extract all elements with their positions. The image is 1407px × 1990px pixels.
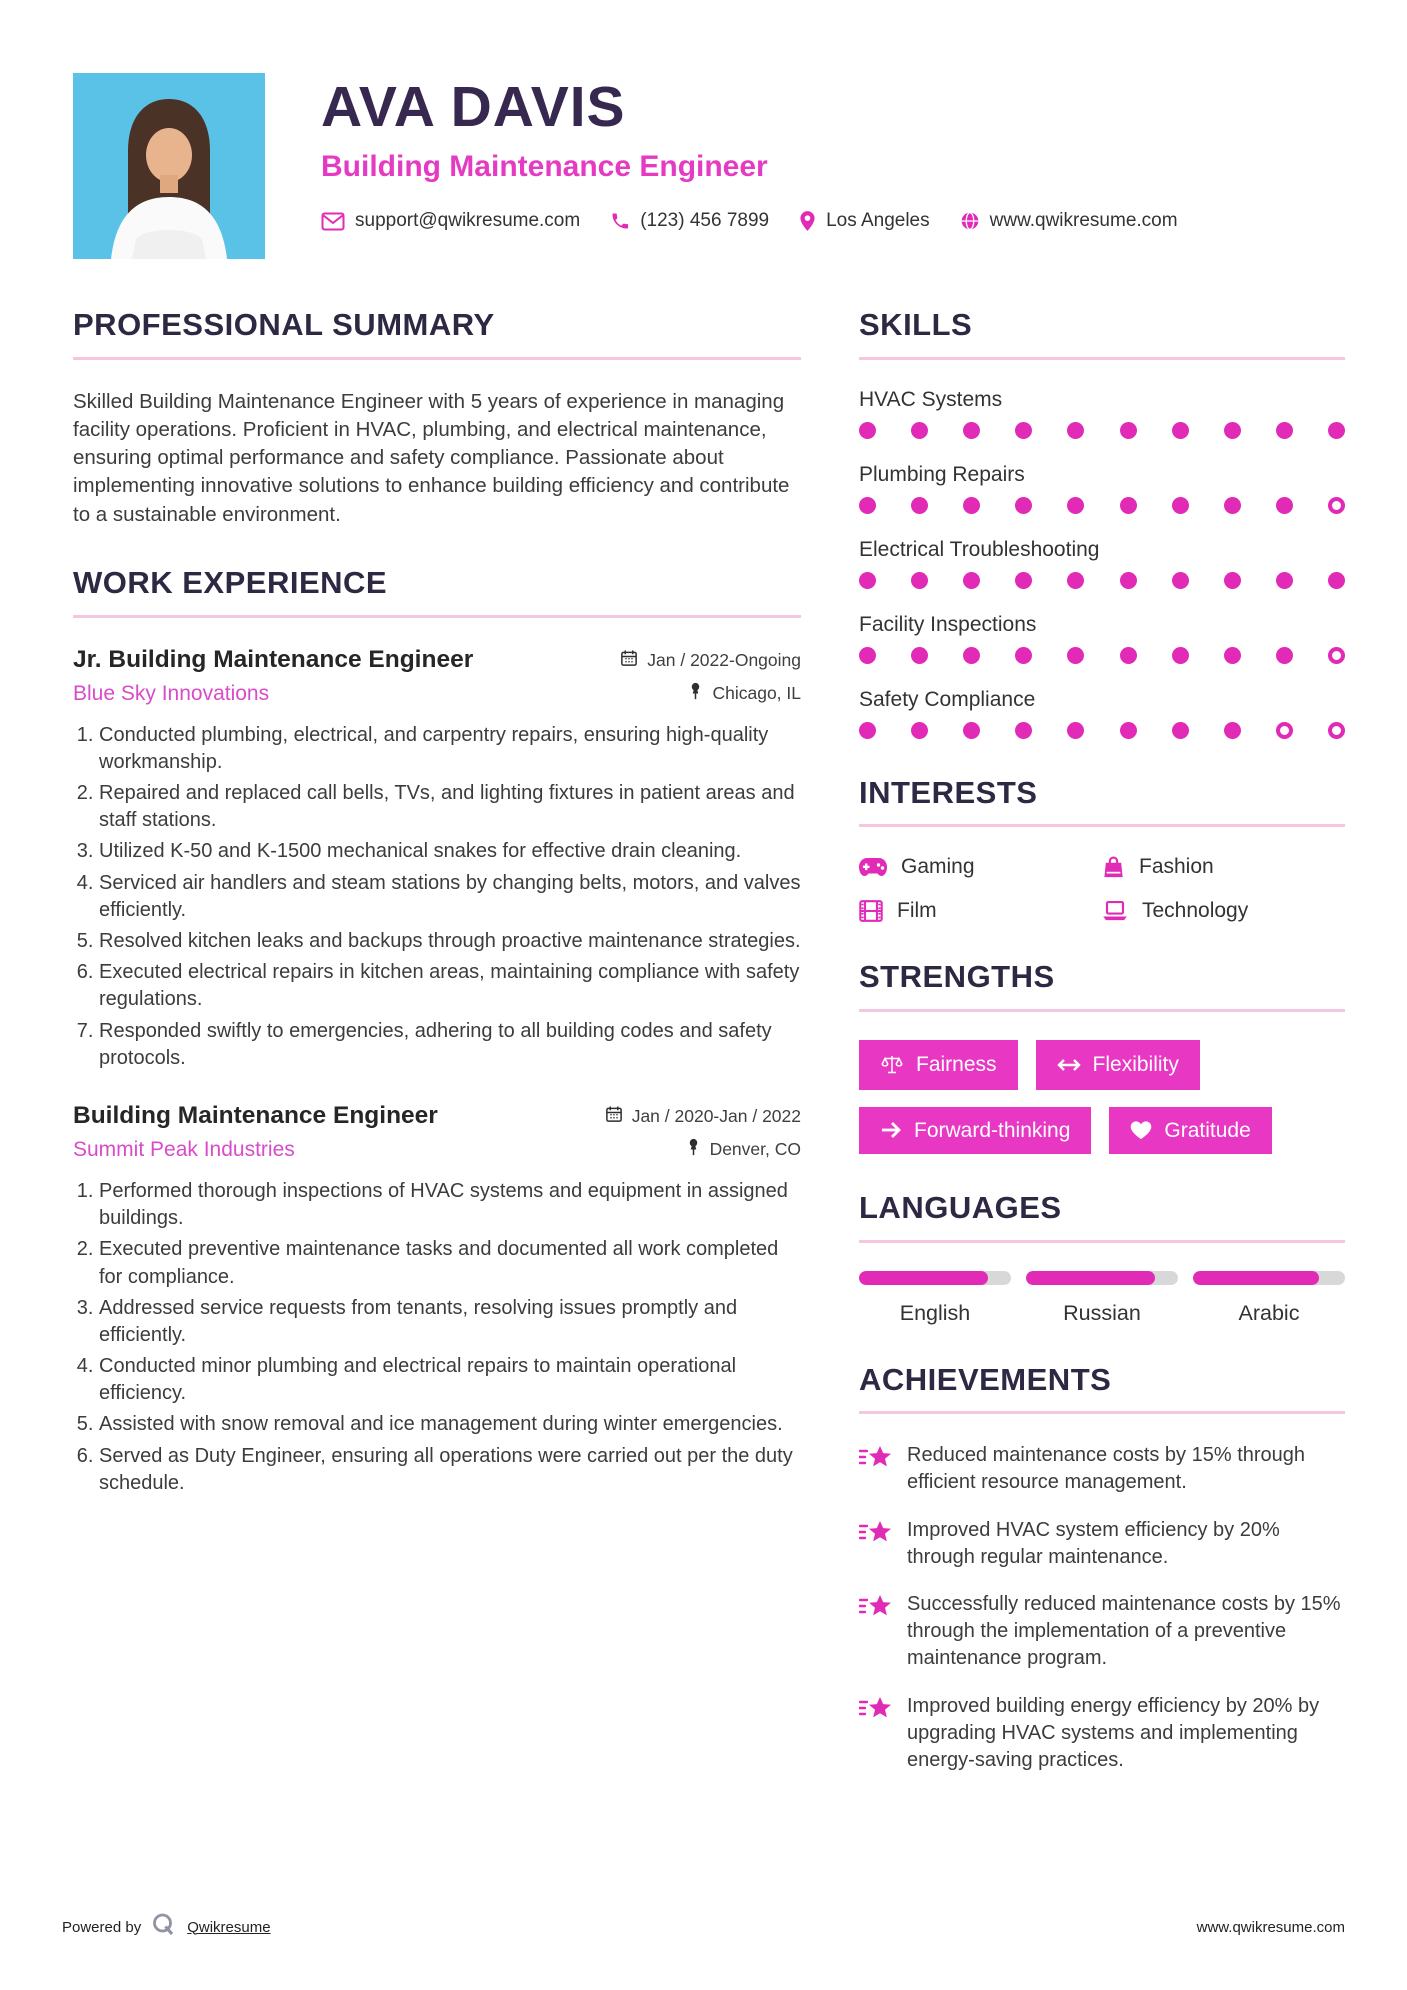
skill-dot bbox=[1172, 647, 1189, 664]
strength-badge-flexibility bbox=[1036, 1040, 1200, 1090]
strength-badge-fairness bbox=[859, 1040, 1018, 1090]
footer-branding bbox=[62, 1912, 271, 1942]
skill-dot bbox=[963, 647, 980, 664]
skill-dot bbox=[859, 422, 876, 439]
contact-website bbox=[960, 210, 1178, 232]
skill-dot bbox=[1276, 722, 1293, 739]
skill-dot bbox=[911, 647, 928, 664]
language-progress-fill bbox=[1026, 1271, 1155, 1285]
skill-dot bbox=[859, 497, 876, 514]
interest-label: Technology bbox=[1142, 899, 1249, 923]
skill-level-dots bbox=[859, 422, 1345, 439]
job-bullet: 4. Conducted minor plumbing and electrical repairs to maintain operational efficiency. bbox=[99, 1353, 801, 1407]
skill-dot bbox=[1015, 497, 1032, 514]
calendar-icon bbox=[620, 649, 638, 672]
skill-dot bbox=[1172, 497, 1189, 514]
left-right-arrow-icon bbox=[1057, 1057, 1081, 1073]
job-bullet-list bbox=[73, 1178, 801, 1497]
profile-photo bbox=[73, 73, 265, 259]
contact-location-text: Los Angeles bbox=[826, 210, 930, 231]
skill-item bbox=[859, 388, 1345, 439]
skill-dot bbox=[911, 572, 928, 589]
header-info bbox=[321, 73, 1194, 259]
skill-dot bbox=[859, 722, 876, 739]
gamepad-icon bbox=[859, 858, 887, 876]
skill-dot bbox=[1224, 497, 1241, 514]
language-item bbox=[1193, 1271, 1345, 1326]
skill-name: Safety Compliance bbox=[859, 687, 1036, 711]
languages-heading: LANGUAGES bbox=[859, 1189, 1062, 1225]
skill-dot bbox=[1276, 647, 1293, 664]
skill-dot bbox=[963, 572, 980, 589]
right-arrow-icon bbox=[880, 1121, 902, 1139]
skill-dot bbox=[1120, 497, 1137, 514]
section-rule bbox=[859, 1240, 1345, 1243]
candidate-name: AVA DAVIS bbox=[321, 75, 626, 139]
skill-dot bbox=[859, 572, 876, 589]
job-location bbox=[686, 1138, 801, 1161]
section-rule bbox=[73, 357, 801, 360]
interest-item bbox=[859, 899, 1102, 923]
contact-phone bbox=[610, 210, 769, 232]
skill-dot bbox=[1276, 422, 1293, 439]
skill-name: Electrical Troubleshooting bbox=[859, 537, 1100, 561]
pushpin-icon bbox=[688, 682, 703, 705]
languages-section bbox=[859, 1190, 1345, 1326]
skill-level-dots bbox=[859, 647, 1345, 664]
job-bullet: 3. Utilized K-50 and K-1500 mechanical snakes for effective drain cleaning. bbox=[99, 838, 801, 865]
location-pin-icon bbox=[799, 210, 816, 232]
section-rule bbox=[73, 615, 801, 618]
contact-row bbox=[321, 210, 1194, 232]
right-column bbox=[859, 307, 1345, 1810]
experience-heading: WORK EXPERIENCE bbox=[73, 565, 388, 601]
qwikresume-link[interactable]: Qwikresume bbox=[187, 1918, 271, 1936]
skill-name: Plumbing Repairs bbox=[859, 462, 1025, 486]
achievement-text: Successfully reduced maintenance costs by 15% through the implementation of a preventive maintenance program. bbox=[907, 1592, 1341, 1670]
skill-dot bbox=[1015, 572, 1032, 589]
job-bullet: 2. Executed preventive maintenance tasks and documented all work completed for compliance. bbox=[99, 1236, 801, 1290]
interests-heading: INTERESTS bbox=[859, 774, 1038, 810]
contact-email bbox=[321, 210, 580, 232]
skill-dot bbox=[1015, 647, 1032, 664]
skill-dot bbox=[1120, 647, 1137, 664]
body-columns bbox=[0, 307, 1407, 1810]
skill-level-dots bbox=[859, 572, 1345, 589]
skill-item bbox=[859, 688, 1345, 739]
skill-dot bbox=[1328, 497, 1345, 514]
skill-dot bbox=[1067, 572, 1084, 589]
phone-icon bbox=[610, 211, 630, 231]
skill-dot bbox=[1172, 422, 1189, 439]
summary-text: Skilled Building Maintenance Engineer with 5 years of experience in managing facility operations. Proficient in HVAC, plumbing, and electrical maintenance, ensuring optimal performance and safety compliance. Passionate about implementing innovative solutions to enhance building efficiency and contribute to a sustainable environment. bbox=[73, 389, 790, 526]
language-name: Arabic bbox=[1238, 1300, 1300, 1325]
skill-item bbox=[859, 613, 1345, 664]
strength-label: Forward-thinking bbox=[914, 1118, 1071, 1142]
qwikresume-logo-icon bbox=[151, 1912, 177, 1942]
calendar-icon bbox=[605, 1105, 623, 1128]
skill-level-dots bbox=[859, 722, 1345, 739]
globe-icon bbox=[960, 211, 980, 231]
shooting-star-icon bbox=[859, 1442, 893, 1496]
contact-website-text: www.qwikresume.com bbox=[989, 210, 1178, 231]
language-name: Russian bbox=[1063, 1300, 1141, 1325]
strength-label: Gratitude bbox=[1164, 1118, 1251, 1142]
section-rule bbox=[859, 357, 1345, 360]
skill-dot bbox=[1328, 647, 1345, 664]
interests-grid bbox=[859, 855, 1345, 923]
achievements-section bbox=[859, 1362, 1345, 1775]
job-title: Jr. Building Maintenance Engineer bbox=[73, 645, 474, 673]
shooting-star-icon bbox=[859, 1517, 893, 1571]
interest-item bbox=[859, 855, 1102, 879]
skill-dot bbox=[1328, 722, 1345, 739]
skill-dot bbox=[1276, 572, 1293, 589]
skill-dot bbox=[1276, 497, 1293, 514]
job-bullet: 5. Assisted with snow removal and ice management during winter emergencies. bbox=[99, 1411, 801, 1438]
languages-list bbox=[859, 1271, 1345, 1326]
skill-dot bbox=[963, 722, 980, 739]
achievement-item bbox=[859, 1693, 1345, 1775]
skill-dot bbox=[1224, 647, 1241, 664]
skill-dot bbox=[1328, 422, 1345, 439]
job-entry bbox=[73, 646, 801, 1072]
job-bullet: 5. Resolved kitchen leaks and backups through proactive maintenance strategies. bbox=[99, 928, 801, 955]
skill-dot bbox=[911, 497, 928, 514]
job-bullet: 4. Serviced air handlers and steam stations by changing belts, motors, and valves efficiently. bbox=[99, 870, 801, 924]
contact-location bbox=[799, 210, 930, 232]
language-item bbox=[859, 1271, 1011, 1326]
skill-dot bbox=[1067, 497, 1084, 514]
footer bbox=[62, 1912, 1345, 1942]
achievement-item bbox=[859, 1591, 1345, 1673]
job-dates bbox=[620, 649, 801, 672]
interests-section bbox=[859, 775, 1345, 924]
skill-dot bbox=[1120, 422, 1137, 439]
skill-dot bbox=[1120, 572, 1137, 589]
powered-by-label: Powered by bbox=[62, 1918, 142, 1936]
skill-dot bbox=[859, 647, 876, 664]
skill-dot bbox=[911, 422, 928, 439]
skill-dot bbox=[1328, 572, 1345, 589]
job-company: Blue Sky Innovations bbox=[73, 681, 270, 705]
language-progress-track bbox=[859, 1271, 1011, 1285]
job-bullet: 1. Performed thorough inspections of HVAC systems and equipment in assigned buildings. bbox=[99, 1178, 801, 1232]
skill-dot bbox=[1120, 722, 1137, 739]
achievement-text: Improved building energy efficiency by 20% by upgrading HVAC systems and implementing energy-saving practices. bbox=[907, 1694, 1320, 1771]
job-entry bbox=[73, 1102, 801, 1497]
skill-dot bbox=[1067, 647, 1084, 664]
language-item bbox=[1026, 1271, 1178, 1326]
strengths-row bbox=[859, 1040, 1345, 1090]
skill-dot bbox=[1172, 722, 1189, 739]
pushpin-icon bbox=[686, 1138, 701, 1161]
job-bullet: 3. Addressed service requests from tenants, resolving issues promptly and efficiently. bbox=[99, 1295, 801, 1349]
language-progress-track bbox=[1193, 1271, 1345, 1285]
summary-section bbox=[73, 307, 801, 529]
skill-dot bbox=[1015, 422, 1032, 439]
shooting-star-icon bbox=[859, 1591, 893, 1673]
achievement-item bbox=[859, 1517, 1345, 1571]
heart-icon bbox=[1130, 1120, 1152, 1140]
strength-label: Fairness bbox=[916, 1053, 997, 1077]
skills-heading: SKILLS bbox=[859, 307, 973, 342]
shooting-star-icon bbox=[859, 1693, 893, 1775]
skill-dot bbox=[1224, 722, 1241, 739]
strengths-heading: STRENGTHS bbox=[859, 959, 1055, 995]
balance-scale-icon bbox=[880, 1053, 904, 1077]
skill-dot bbox=[1067, 722, 1084, 739]
strength-label: Flexibility bbox=[1092, 1053, 1179, 1077]
footer-website: www.qwikresume.com bbox=[1196, 1918, 1345, 1936]
job-dates-text: Jan / 2022-Ongoing bbox=[647, 649, 801, 670]
skill-item bbox=[859, 538, 1345, 589]
film-icon bbox=[859, 900, 883, 922]
language-progress-fill bbox=[859, 1271, 988, 1285]
language-name: English bbox=[899, 1300, 971, 1325]
skill-level-dots bbox=[859, 497, 1345, 514]
section-rule bbox=[859, 824, 1345, 827]
shopping-bag-icon bbox=[1102, 855, 1125, 879]
skill-name: HVAC Systems bbox=[859, 387, 1003, 411]
contact-phone-text: (123) 456 7899 bbox=[640, 210, 770, 231]
summary-heading: PROFESSIONAL SUMMARY bbox=[73, 307, 495, 342]
achievement-text: Improved HVAC system efficiency by 20% through regular maintenance. bbox=[907, 1518, 1280, 1568]
section-rule bbox=[859, 1411, 1345, 1414]
job-location-text: Chicago, IL bbox=[712, 682, 801, 703]
strength-badge-forward-thinking bbox=[859, 1107, 1091, 1154]
skill-dot bbox=[1224, 572, 1241, 589]
skill-dot bbox=[963, 497, 980, 514]
skills-section bbox=[859, 307, 1345, 739]
candidate-title: Building Maintenance Engineer bbox=[321, 150, 768, 183]
skill-name: Facility Inspections bbox=[859, 612, 1037, 636]
job-bullet: 6. Served as Duty Engineer, ensuring all operations were carried out per the duty schedule. bbox=[99, 1443, 801, 1497]
interest-item bbox=[1102, 899, 1345, 923]
job-bullet-list bbox=[73, 722, 801, 1072]
job-dates bbox=[605, 1105, 801, 1128]
job-company: Summit Peak Industries bbox=[73, 1137, 295, 1161]
achievement-item bbox=[859, 1442, 1345, 1496]
job-dates-text: Jan / 2020-Jan / 2022 bbox=[631, 1105, 801, 1126]
interest-label: Fashion bbox=[1139, 855, 1214, 879]
achievements-heading: ACHIEVEMENTS bbox=[859, 1361, 1112, 1397]
contact-email-text: support@qwikresume.com bbox=[355, 210, 581, 231]
language-progress-track bbox=[1026, 1271, 1178, 1285]
language-progress-fill bbox=[1193, 1271, 1319, 1285]
skill-dot bbox=[1015, 722, 1032, 739]
skill-dot bbox=[1172, 572, 1189, 589]
experience-section bbox=[73, 565, 801, 1497]
job-bullet: 2. Repaired and replaced call bells, TVs, and lighting fixtures in patient areas and staff stations. bbox=[99, 780, 801, 834]
section-rule bbox=[859, 1009, 1345, 1012]
job-location-text: Denver, CO bbox=[709, 1138, 801, 1159]
profile-photo-illustration bbox=[73, 73, 265, 259]
skill-item bbox=[859, 463, 1345, 514]
left-column bbox=[73, 307, 801, 1810]
achievement-text: Reduced maintenance costs by 15% through efficient resource management. bbox=[907, 1444, 1306, 1494]
skill-dot bbox=[1224, 422, 1241, 439]
job-bullet: 1. Conducted plumbing, electrical, and carpentry repairs, ensuring high-quality workmanship. bbox=[99, 722, 801, 776]
job-bullet: 6. Executed electrical repairs in kitchen areas, maintaining compliance with safety regulations. bbox=[99, 959, 801, 1013]
email-icon bbox=[321, 212, 345, 231]
interest-label: Gaming bbox=[901, 855, 975, 879]
job-bullet: 7. Responded swiftly to emergencies, adhering to all building codes and safety protocols. bbox=[99, 1018, 801, 1072]
strength-badge-gratitude bbox=[1109, 1107, 1271, 1154]
strengths-row bbox=[859, 1107, 1345, 1154]
skill-dot bbox=[911, 722, 928, 739]
strengths-section bbox=[859, 959, 1345, 1154]
job-title: Building Maintenance Engineer bbox=[73, 1101, 438, 1129]
header bbox=[0, 0, 1407, 259]
interest-item bbox=[1102, 855, 1345, 879]
laptop-icon bbox=[1102, 901, 1128, 921]
skill-dot bbox=[963, 422, 980, 439]
interest-label: Film bbox=[897, 899, 937, 923]
skill-dot bbox=[1067, 422, 1084, 439]
job-location bbox=[688, 682, 801, 705]
